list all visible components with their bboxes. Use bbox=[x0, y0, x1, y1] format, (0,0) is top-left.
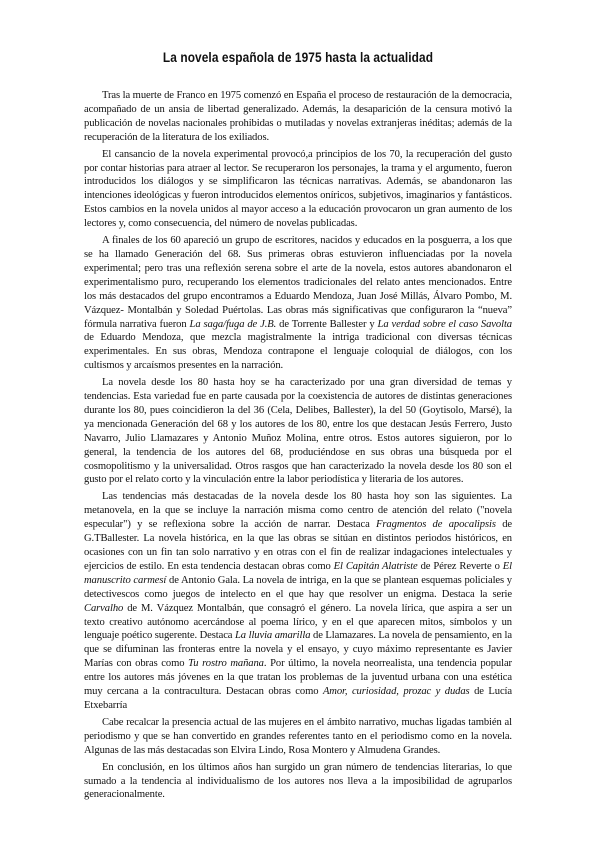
text-run: En conclusión, en los últimos años han surgido un gran número de tendencias literarias, lo que sumado a la tendencia al individualismo de los autores nos lleva a la imposibilidad de agruparlos generacionalmente. bbox=[84, 761, 512, 801]
text-run: La novela desde los 80 hasta hoy se ha caracterizado por una gran diversidad de temas y tendencias. Esta variedad fue en parte causada por la coexistencia de autores de distintas generaciones durante los 80, pues coincidieron la del 36 (Cela, Delibes, Ballester), la del 50 (Goytisolo, Marsé), la ya mencionada Generación del 68 y los autores de los 80, entre los que destacan Jesús Ferrero, Justo Navarro, Julio Llamazares y Antonio Muñoz Molina, entre otros. Estos autores siguieron, por lo general, la tendencia de los autores del 68, produciéndose en sus obras una búsqueda por el cosmopolitismo y la universalidad. Otros rasgos que han caracterizado la novela desde los 80 son el gusto por el relato corto y la vinculación entre la labor periodística y literaria de los autores. bbox=[84, 377, 512, 486]
text-run: de G.TBallester. La novela histórica, en la que las obras se sitúan en distintos periodos históricos, en ocasiones con un fin tan solo narrativo y en otras con el fin de realizar indagaciones intelectuales y ejercicios de estilo. En esta tendencia destacan obras como bbox=[84, 519, 512, 572]
text-run: . Por último, la novela neorrealista, una tendencia popular entre los autores más jóvenes en la que tratan los problemas de la juventud urbana con una estética muy cercana a la contracultura. Destacan obras como bbox=[84, 658, 512, 698]
italic-title: El Capitán Alatriste bbox=[333, 560, 418, 572]
paragraph bbox=[84, 376, 512, 487]
page-title: La novela española de 1975 hasta la actualidad bbox=[162, 50, 434, 65]
text-run: El cansancio de la novela experimental provocó,a principios de los 70, la recuperación del gusto por contar historias para atraer al lector. Se recuperaron los personajes, la trama y el argumento, fueron introducidos los diálogos y se simplificaron las técnicas narrativas. Además, se abandonaron las intenciones ideológicas y fueron introducidos elementos oníricos, subjetivos, imaginarios y fantásticos. Estos cambios en la novela unidos al mayor acceso a la educación provocaron un gran aumento de los lectores y, como consecuencia, del número de novelas publicadas. bbox=[84, 148, 512, 230]
text-run: de M. Vázquez Montalbán, que consagró el género. La novela lírica, que aspira a ser un texto creativo autónomo acercándose al poema lírico, y en el que aparecen mitos, símbolos y un lenguaje poético sugerente. Destaca bbox=[84, 602, 512, 642]
italic-title: El manuscrito carmesí bbox=[84, 560, 512, 586]
text-run: Las tendencias más destacadas de la novela desde los 80 hasta hoy son las siguientes. La metanovela, en la que se incluye la narración misma como centro de atención del relato ("novela especular") y se reflexiona sobre la acción de narrar. Destaca bbox=[84, 491, 512, 531]
text-run: de Lucía Etxebarría bbox=[84, 686, 512, 711]
italic-title: La verdad sobre el caso Savolta bbox=[377, 318, 512, 330]
text-run: Cabe recalcar la presencia actual de las mujeres en el ámbito narrativo, muchas ligadas también al periodismo y que se han convertido en grandes referentes tanto en el periodismo como en la novela. Algunas de las más destacadas son Elvira Lindo, Rosa Montero y Almudena Grandes. bbox=[84, 716, 512, 756]
italic-title: Tu rostro mañana bbox=[188, 658, 264, 670]
text-run: A finales de los 60 apareció un grupo de escritores, nacidos y educados en la posguerra, a los que se ha llamado Generación del 68. Sus primeras obras estuvieron influenciadas por la novela experimental; pero tras una reflexión serena sobre el arte de la novela, estos autores abandonaron el experimentalismo puro, recuperando los elementos tradicionales del relato antes mencionados. Entre los más destacados del grupo encontramos a Eduardo Mendoza, Juan José Millás, Álvaro Pombo, M. Vázquez- Montalbán y Soledad Puértolas. Las obras más significativas que configuraron la “nueva” fórmula narrativa fueron bbox=[84, 235, 512, 330]
text-run: de Pérez Reverte o bbox=[417, 560, 503, 572]
paragraph bbox=[84, 761, 512, 803]
italic-title: La saga/fuga de J.B. bbox=[189, 318, 277, 330]
text-run: de Eduardo Mendoza, que mezcla magistralmente la intriga tradicional con diversas técnicas experimentales. En sus obras, Mendoza contrapone el lenguaje coloquial de diálogos, con los cultismos y arcaísmos presentes en la narración. bbox=[84, 332, 512, 372]
text-run: Tras la muerte de Franco en 1975 comenzó en España el proceso de restauración de la democracia, acompañado de un ansia de libertad generalizado. Además, la desaparición de la censura motivó la publicación de novelas nacionales prohibidas o mutiladas y novelas extranjeras inéditas; además de la recuperación de la literatura de los exiliados. bbox=[84, 90, 512, 143]
text-run: de Antonio Gala. La novela de intriga, en la que se plantean esquemas policiales y detectivescos como juegos de intelecto en el que hay que resolver un enigma. Destaca la serie bbox=[84, 574, 512, 600]
paragraph bbox=[84, 490, 512, 713]
paragraph bbox=[84, 89, 512, 145]
text-run: de Llamazares. La novela de pensamiento, en la que se difuminan las fronteras entre la novela y el ensayo, y cuyo máximo representante es Javier Marías con obras como bbox=[84, 630, 512, 670]
paragraph bbox=[84, 234, 512, 373]
italic-title: Fragmentos de apocalipsis bbox=[376, 519, 496, 531]
text-run: de Torrente Ballester y bbox=[276, 318, 378, 330]
italic-title: La lluvia amarilla bbox=[235, 630, 311, 642]
italic-title: Amor, curiosidad, prozac y dudas bbox=[322, 686, 470, 698]
paragraph bbox=[84, 716, 512, 758]
italic-title: Carvalho bbox=[84, 602, 124, 614]
paragraph bbox=[84, 148, 512, 231]
article-body bbox=[84, 89, 512, 802]
